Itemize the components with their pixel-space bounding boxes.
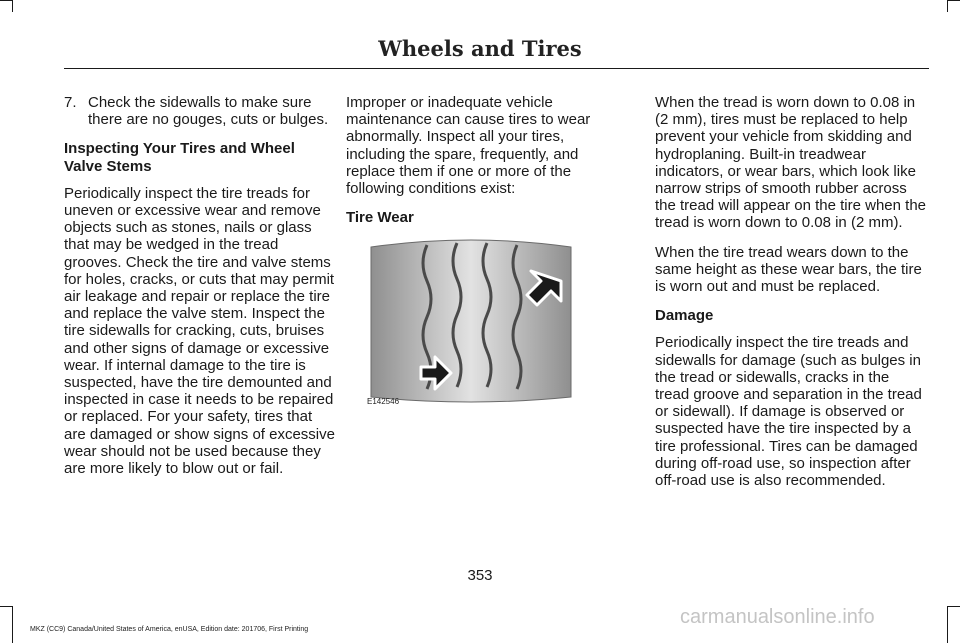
crop-mark (12, 0, 13, 12)
column-1 (64, 94, 336, 489)
figure-code: E142546 (367, 397, 400, 406)
crop-mark (948, 606, 960, 607)
paragraph-damage: Periodically inspect the tire treads and sidewalls for damage (such as bulges in the tread or sidewalls, cracks in the tread groove and separation in the tread or sidewall). If damage is observed or suspected have the tire inspected by a tire professional. Tires can be damaged during off-road use, so inspection after off-road use is also recommended. (655, 334, 922, 490)
column-2 (346, 94, 618, 236)
watermark: carmanualsonline.info (680, 606, 875, 628)
tire-wear-illustration (365, 237, 577, 407)
crop-mark (947, 0, 948, 12)
step-text: Check the sidewalls to make sure there are no gouges, cuts or bulges. (88, 94, 329, 129)
footer-edition: MKZ (CC9) Canada/United States of America, enUSA, Edition date: 201706, First Printing (30, 626, 309, 633)
crop-mark (947, 606, 948, 643)
paragraph-inspecting: Periodically inspect the tire treads for uneven or excessive wear and remove objects such as stones, nails or glass that may be wedged in the tread grooves. Check the tire and valve stems for holes, cracks, or cuts that may permit air leakage and repair or replace the tire and replace the valve stem. Inspect the tire sidewalls for cracking, cuts, bruises and other signs of damage or excessive wear. If internal damage to the tire is suspected, have the tire demounted and inspected in case it needs to be repaired or replaced. For your safety, tires that are damaged or show signs of excessive wear should not be used because they are more likely to blow out or fail. (64, 184, 335, 478)
step-number: 7. (64, 94, 77, 111)
page-header-title: Wheels and Tires (378, 36, 582, 61)
paragraph-wear-bars: When the tire tread wears down to the same height as these wear bars, the tire is worn out and must be replaced. (655, 243, 922, 296)
paragraph-tread-worn: When the tread is worn down to 0.08 in (2 mm), tires must be replaced to help prevent your vehicle from skidding and hydroplaning. Built-in treadwear indicators, or wear bars, which look like narrow strips of smooth rubber across the tread will appear on the tire when the tread is worn down to 0.08 in (2 mm). (655, 94, 927, 232)
page-number: 353 (467, 567, 493, 584)
paragraph-maintenance: Improper or inadequate vehicle maintenance can cause tires to wear abnormally. Inspect all your tires, including the spare, frequently, and replace them if one or more of the following conditions exist: (346, 94, 591, 198)
crop-mark (0, 606, 12, 607)
section-heading-inspecting: Inspecting Your Tires and Wheel Valve Stems (64, 140, 295, 175)
header-rule (64, 68, 929, 69)
step-item (64, 94, 336, 128)
crop-mark (12, 606, 13, 643)
crop-mark (948, 0, 960, 1)
column-3 (655, 94, 927, 501)
section-heading-tire-wear: Tire Wear (346, 209, 414, 227)
crop-mark (0, 0, 12, 1)
section-heading-damage: Damage (655, 307, 714, 325)
